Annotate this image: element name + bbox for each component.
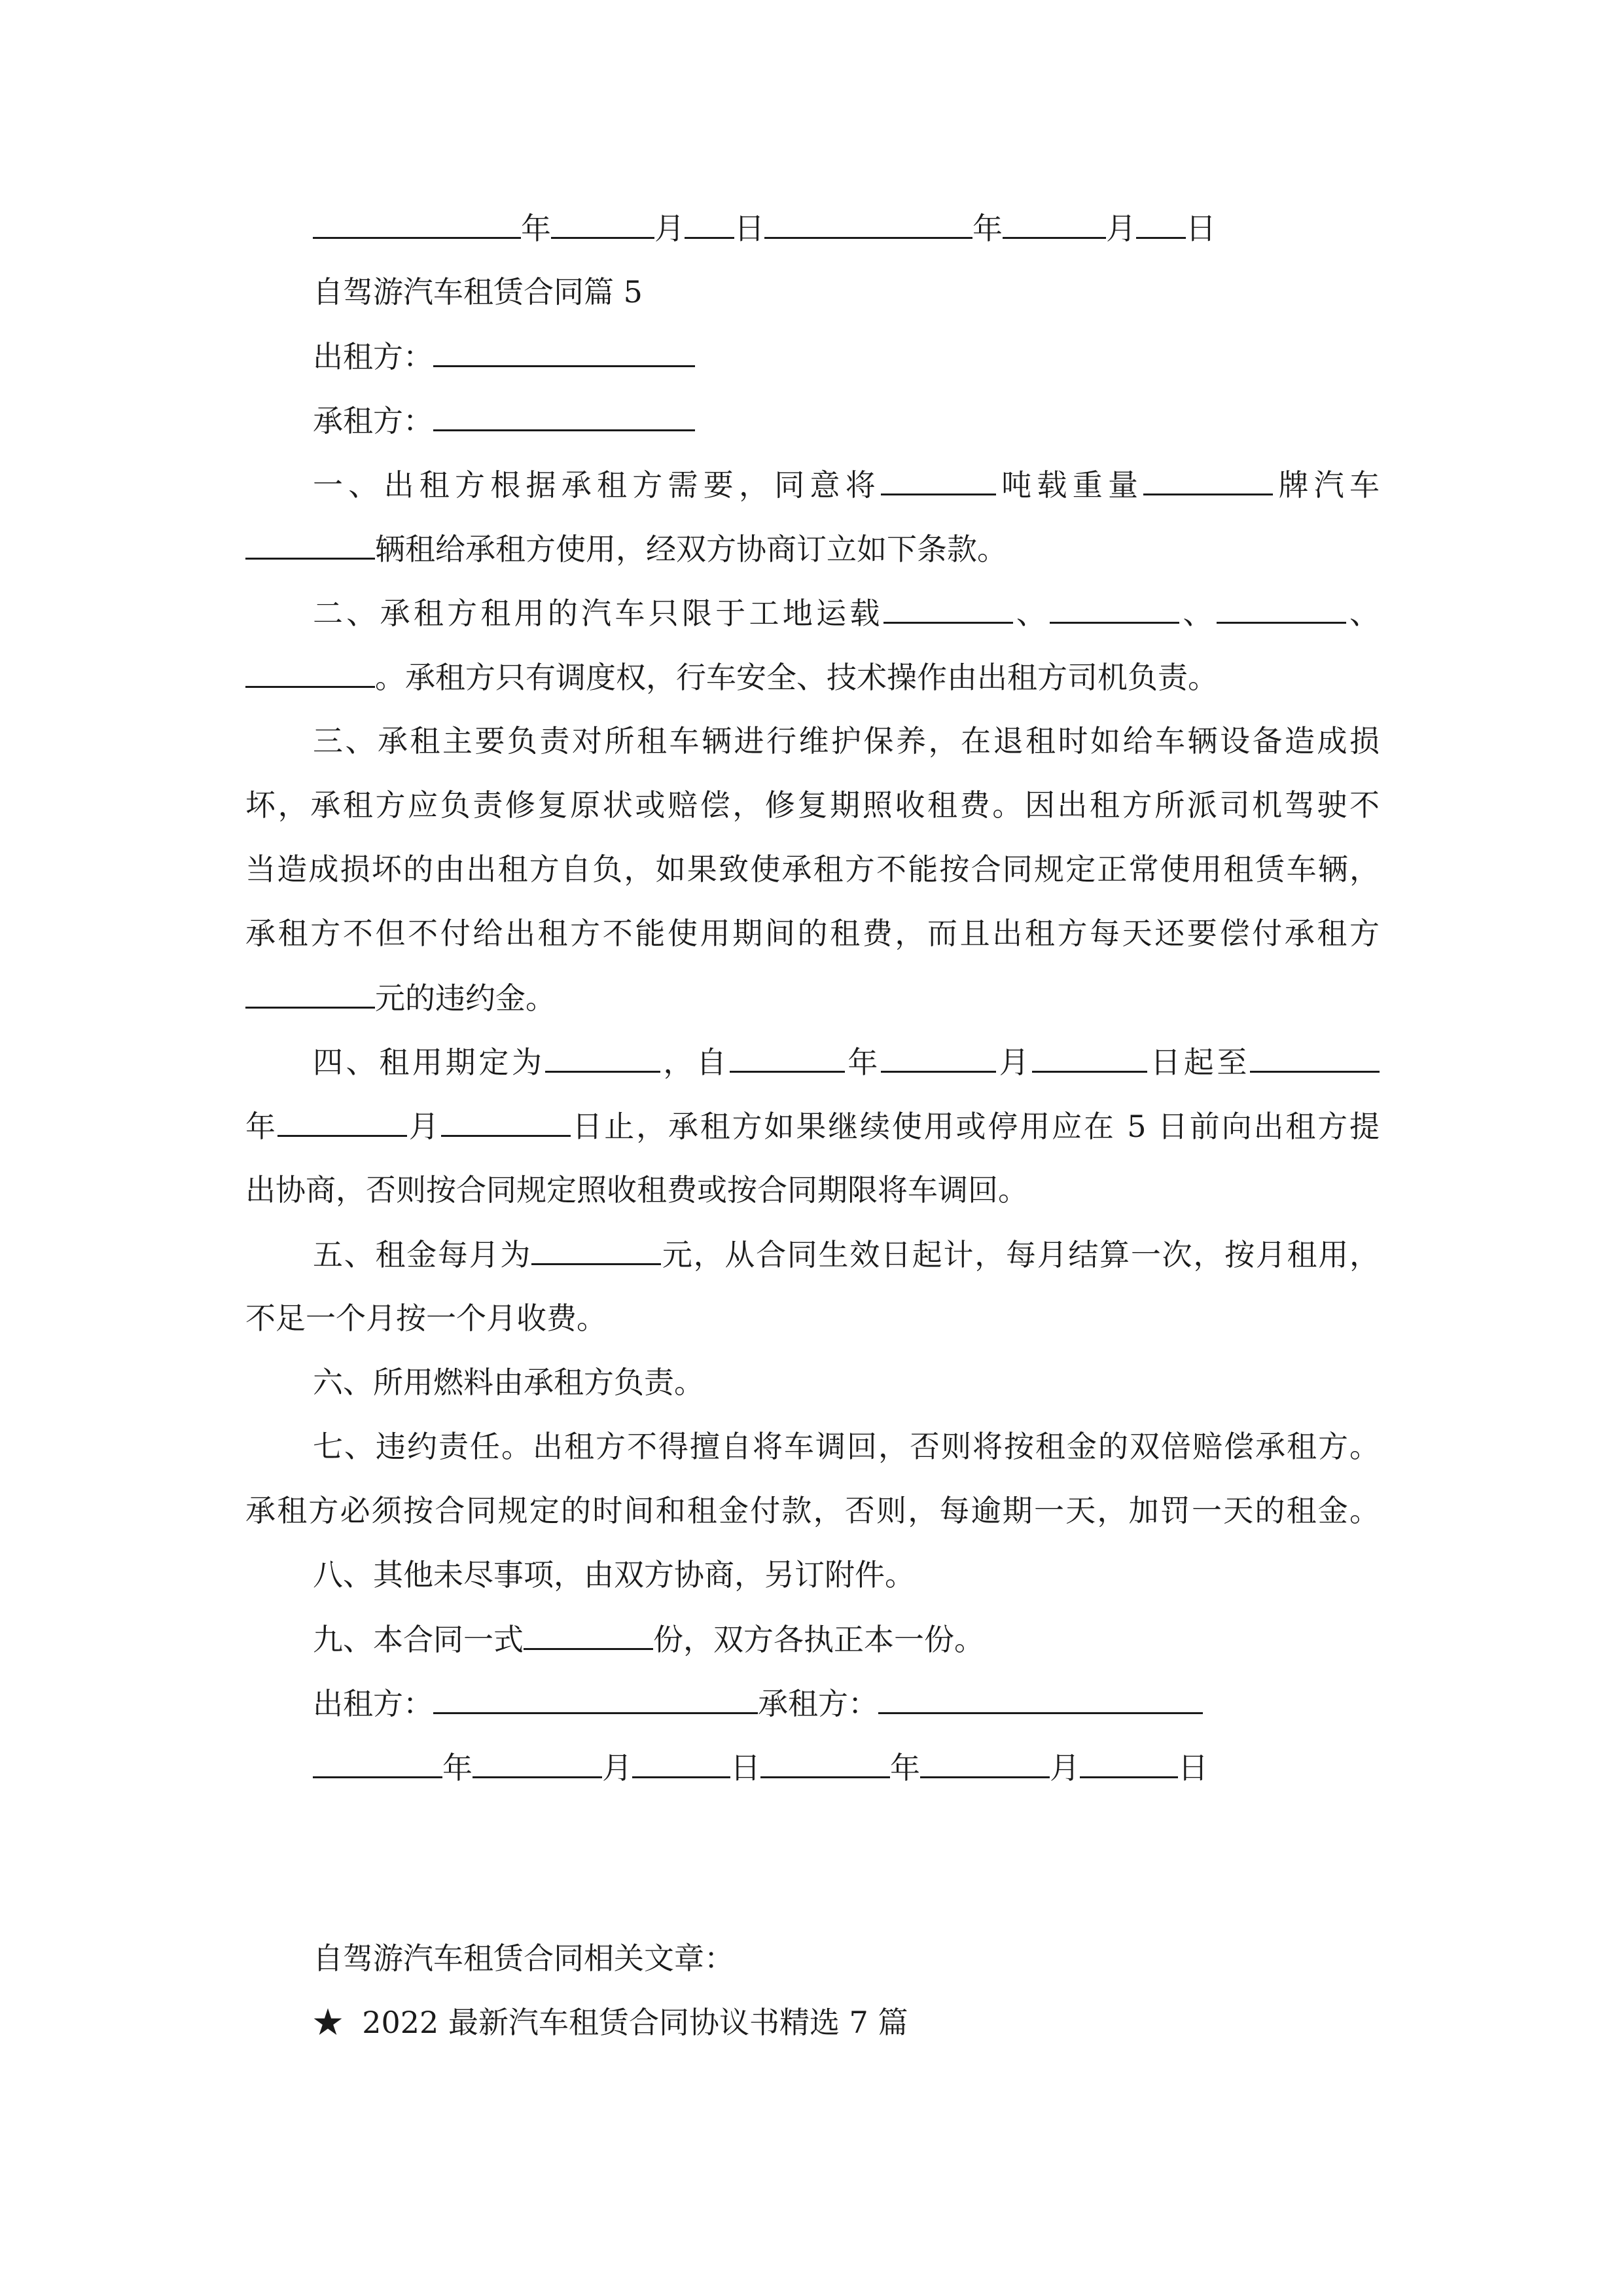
year-label: 年 — [890, 1750, 920, 1785]
clause-3-line-4: 承租方不但不付给出租方不能使用期间的租费，而且出租方每天还要偿付承租方 — [245, 916, 1380, 951]
day-label: 日 — [1178, 1750, 1208, 1785]
top-date-row — [313, 208, 1216, 248]
date-blank — [685, 208, 734, 239]
clause-4-text: ，自 — [660, 1045, 730, 1080]
clause-5-text: 五、租金每月为 — [313, 1237, 532, 1272]
penalty-blank — [245, 978, 375, 1009]
tonnage-blank — [881, 465, 996, 495]
lessor-blank — [433, 336, 695, 367]
month-label: 月 — [602, 1750, 632, 1785]
clause-9 — [313, 1619, 984, 1659]
date-blank — [313, 208, 521, 239]
period-blank — [545, 1042, 660, 1073]
clause-2-text: 。承租方只有调度权，行车安全、技术操作由出租方司机负责。 — [375, 660, 1218, 695]
clause-1-line-1 — [313, 465, 1380, 505]
year-label: 年 — [521, 211, 551, 246]
lessee-blank — [433, 401, 695, 431]
date-blank — [441, 1106, 571, 1137]
clause-1-text: 吨载重量 — [996, 467, 1144, 503]
date-blank — [764, 208, 972, 239]
signature-row — [313, 1683, 1203, 1723]
date-blank — [1080, 1748, 1178, 1778]
lessee-sign-blank — [878, 1683, 1203, 1714]
clause-5-line-2: 不足一个月按一个月收费。 — [245, 1300, 607, 1336]
rent-blank — [531, 1234, 661, 1265]
clause-3-line-1: 三、承租主要负责对所租车辆进行维护保养，在退租时如给车辆设备造成损 — [313, 723, 1380, 759]
date-blank — [920, 1748, 1050, 1778]
cargo-blank — [1217, 593, 1346, 624]
clause-4-text: 月 — [996, 1045, 1033, 1080]
date-blank — [760, 1748, 890, 1778]
date-blank — [881, 1042, 996, 1073]
lessor-row — [313, 336, 695, 376]
clause-2-text: 二、承租方租用的汽车只限于工地运载 — [313, 596, 883, 631]
clause-4-text: 日起至 — [1147, 1045, 1251, 1080]
clause-3-line-3: 当造成损坏的由出租方自负，如果致使承租方不能按合同规定正常使用租赁车辆， — [245, 852, 1380, 887]
lessor-sign-blank — [433, 1683, 758, 1714]
lessee-sign-label: 承租方： — [758, 1686, 878, 1721]
clause-1-text: 一、出租方根据承租方需要，同意将 — [313, 467, 881, 503]
clause-2-text: 、 — [1179, 596, 1217, 631]
date-blank — [473, 1748, 602, 1778]
clause-4-text: 月 — [406, 1109, 441, 1144]
date-blank — [1003, 208, 1106, 239]
bottom-date-row — [313, 1748, 1208, 1787]
clause-2-text: 、 — [1346, 596, 1380, 631]
date-blank — [1032, 1042, 1147, 1073]
clause-4-text: 四、租用期定为 — [313, 1045, 545, 1080]
lessor-label: 出租方： — [313, 339, 433, 374]
vehicle-count-blank — [245, 529, 375, 560]
date-blank — [551, 208, 654, 239]
clause-5-text: 元，从合同生效日起计，每月结算一次，按月租用， — [661, 1237, 1380, 1272]
clause-9-text: 九、本合同一式 — [313, 1622, 524, 1657]
related-heading: 自驾游汽车租赁合同相关文章： — [313, 1941, 734, 1976]
clause-8: 八、其他未尽事项，由双方协商，另订附件。 — [313, 1557, 915, 1592]
clause-4-text: 年 — [245, 1109, 277, 1144]
clause-7-line-2: 承租方必须按合同规定的时间和租金付款，否则，每逾期一天，加罚一天的租金。 — [245, 1493, 1380, 1528]
year-label: 年 — [972, 211, 1003, 246]
month-label: 月 — [1106, 211, 1136, 246]
month-label: 月 — [1050, 1750, 1080, 1785]
related-article-link[interactable]: 2022 最新汽车租赁合同协议书精选 7 篇 — [362, 2005, 908, 2040]
clause-3-line-5 — [245, 978, 556, 1018]
star-icon: ★ — [313, 2005, 343, 2040]
copies-blank — [524, 1619, 653, 1650]
year-label: 年 — [442, 1750, 473, 1785]
clause-7-line-1: 七、违约责任。出租方不得擅自将车调回，否则将按租金的双倍赔偿承租方。 — [313, 1429, 1380, 1464]
cargo-blank — [1050, 593, 1179, 624]
clause-3-line-2: 坏，承租方应负责修复原状或赔偿，修复期照收租费。因出租方所派司机驾驶不 — [245, 787, 1380, 823]
clause-3-text: 元的违约金。 — [375, 980, 556, 1016]
lessor-sign-label: 出租方： — [313, 1686, 433, 1721]
clause-1-text: 牌汽车 — [1273, 467, 1380, 503]
clause-4-line-3: 出协商，否则按合同规定照收租费或按合同期限将车调回。 — [245, 1172, 1028, 1208]
clause-2-line-2 — [245, 657, 1218, 697]
month-label: 月 — [654, 211, 685, 246]
cargo-blank — [883, 593, 1013, 624]
date-blank — [1250, 1042, 1380, 1073]
lessee-label: 承租方： — [313, 403, 433, 439]
date-blank — [1136, 208, 1186, 239]
clause-1-line-2 — [245, 529, 1007, 569]
date-blank — [632, 1748, 730, 1778]
clause-5-line-1 — [313, 1234, 1380, 1274]
clause-4-line-1 — [313, 1042, 1380, 1082]
clause-2-line-1 — [313, 593, 1380, 633]
clause-9-text: 份，双方各执正本一份。 — [653, 1622, 984, 1657]
related-link-row — [313, 2003, 908, 2042]
day-label: 日 — [730, 1750, 760, 1785]
plate-blank — [1143, 465, 1273, 495]
date-blank — [313, 1748, 442, 1778]
lessee-row — [313, 401, 695, 440]
clause-2-text: 、 — [1012, 596, 1050, 631]
clause-6: 六、所用燃料由承租方负责。 — [313, 1365, 704, 1400]
day-label: 日 — [1186, 211, 1216, 246]
clause-1-text: 辆租给承租方使用，经双方协商订立如下条款。 — [375, 531, 1007, 567]
day-label: 日 — [734, 211, 764, 246]
date-blank — [730, 1042, 845, 1073]
section-title: 自驾游汽车租赁合同篇 5 — [313, 274, 643, 310]
clause-4-text: 日止，承租方如果继续使用或停用应在 5 日前向出租方提 — [570, 1109, 1380, 1144]
clause-4-text: 年 — [844, 1045, 882, 1080]
date-blank — [277, 1106, 407, 1137]
clause-4-line-2 — [245, 1106, 1380, 1146]
cargo-blank — [245, 657, 375, 688]
